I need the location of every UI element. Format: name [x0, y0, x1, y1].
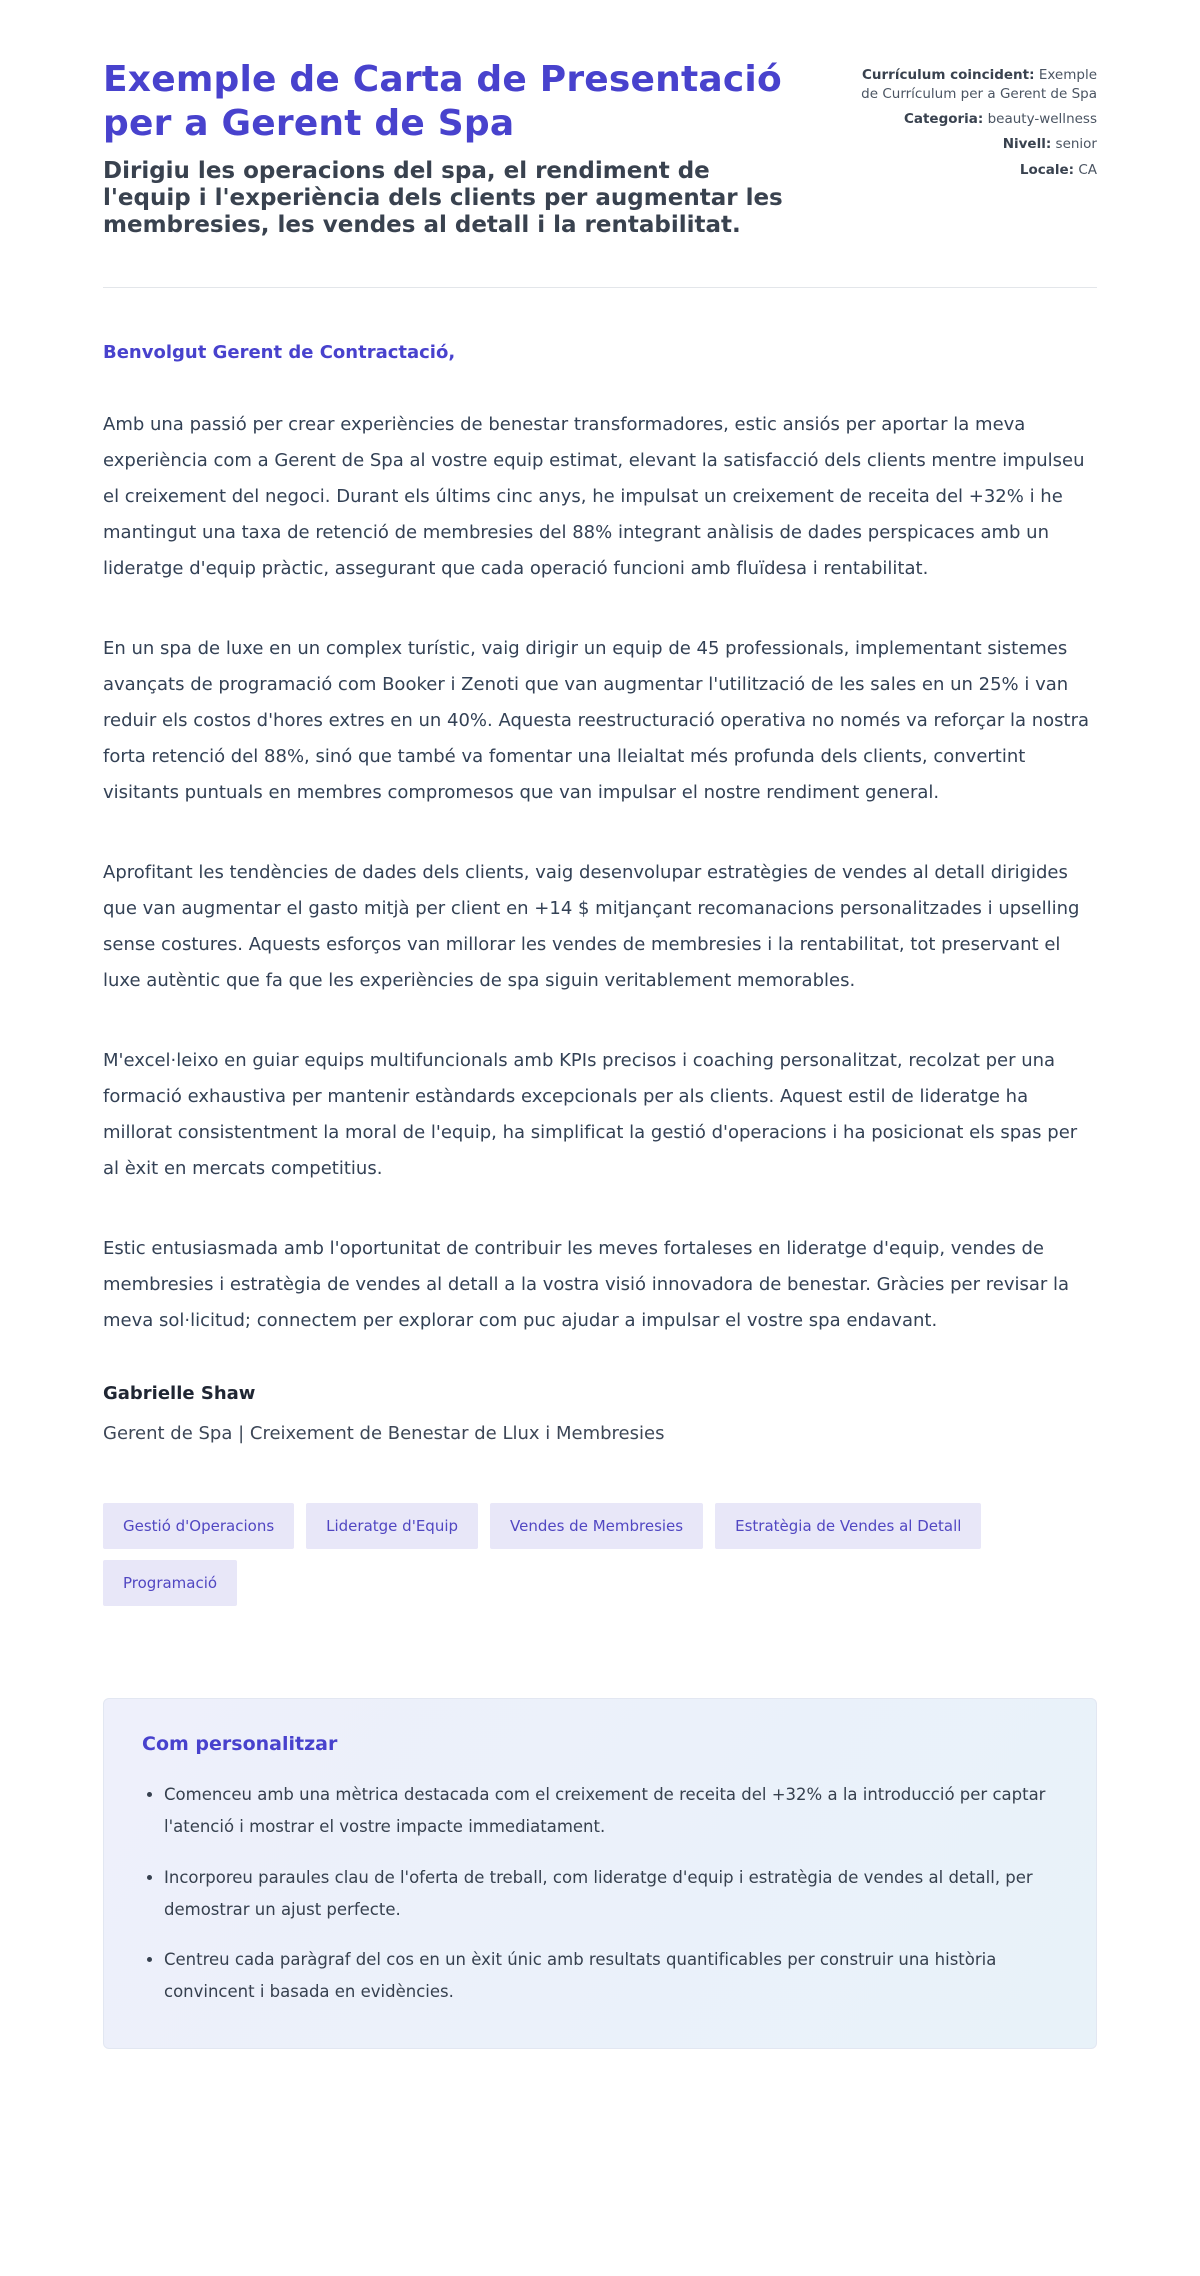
letter	[103, 342, 1097, 2049]
page	[103, 0, 1097, 2119]
meta-row	[859, 161, 1097, 180]
skill-tags	[103, 1503, 1097, 1606]
meta-label: Locale:	[1019, 161, 1075, 178]
signature-name: Gabrielle Shaw	[103, 1383, 256, 1405]
customize-tip: • Comenceu amb una mètrica destacada com el creixement de receita del +32% a la introducció per captar l'atenció i mostrar el vostre impacte immediatament.	[164, 1779, 1058, 1843]
meta-value: beauty-wellness	[987, 111, 1097, 128]
meta-value: senior	[1055, 136, 1097, 153]
page-title: Exemple de Carta de Presentació per a Gerent de Spa	[103, 59, 782, 144]
header-title-block	[103, 58, 805, 239]
meta-value: CA	[1078, 161, 1097, 178]
skill-tag[interactable]: Estratègia de Vendes al Detall	[715, 1503, 981, 1549]
letter-paragraph: Amb una passió per crear experiències de benestar transformadores, estic ansiós per aportar la meva experiència com a Gerent de Spa al vostre equip estimat, elevant la satisfacció dels clients mentre impulseu el creixement del negoci. Durant els últims cinc anys, he impulsat un creixement de receita del +32% i he mantingut una taxa de retenció de membresies del 88% integrant anàlisis de dades perspicaces amb un lideratge d'equip pràctic, assegurant que cada operació funcioni amb fluïdesa i rentabilitat.	[103, 414, 1085, 580]
header-meta	[859, 58, 1097, 186]
letter-greeting: Benvolgut Gerent de Contractació,	[103, 342, 456, 364]
customize-tip: • Centreu cada paràgraf del cos en un èxit únic amb resultats quantificables per construir una història convincent i basada en evidències.	[164, 1944, 1058, 2008]
skill-tag[interactable]: Programació	[103, 1560, 237, 1606]
letter-paragraph: Estic entusiasmada amb l'oportunitat de contribuir les meves fortaleses en lideratge d'equip, vendes de membresies i estratègia de vendes al detall a la vostra visió innovadora de benestar. Gràcies per revisar la meva sol·licitud; connectem per explorar com puc ajudar a impulsar el vostre spa endavant.	[103, 1238, 1070, 1332]
signature-role: Gerent de Spa | Creixement de Benestar de Llux i Membresies	[103, 1423, 665, 1445]
meta-label: Currículum coincident:	[862, 67, 1035, 83]
meta-label: Nivell:	[1002, 136, 1052, 153]
meta-row	[859, 135, 1097, 154]
skill-tag[interactable]: Vendes de Membresies	[490, 1503, 703, 1549]
letter-paragraph: Aprofitant les tendències de dades dels clients, vaig desenvolupar estratègies de vendes al detall dirigides que van augmentar el gasto mitjà per client en +14 $ mitjançant recomanacions personalitzades i upselling sense costures. Aquests esforços van millorar les vendes de membresies i la rentabilitat, tot preservant el luxe autèntic que fa que les experiències de spa siguin veritablement memorables.	[103, 862, 1080, 992]
letter-body	[103, 407, 1097, 1339]
letter-paragraph: M'excel·leixo en guiar equips multifuncionals amb KPIs precisos i coaching personalitzat, recolzat per una formació exhaustiva per mantenir estàndards excepcionals per als clients. Aquest estil de lideratge ha millorat consistentment la moral de l'equip, ha simplificat la gestió d'operacions i ha posicionat els spas per al èxit en mercats competitius.	[103, 1050, 1078, 1180]
meta-value: Exemple de Currículum per a Gerent de Spa	[861, 67, 1097, 103]
skill-tag[interactable]: Lideratge d'Equip	[306, 1503, 478, 1549]
page-subtitle: Dirigiu les operacions del spa, el rendiment de l'equip i l'experiència dels clients per augmentar les membresies, les vendes al detall i la rentabilitat.	[103, 157, 783, 239]
header	[103, 58, 1097, 239]
letter-paragraph: En un spa de luxe en un complex turístic, vaig dirigir un equip de 45 professionals, implementant sistemes avançats de programació com Booker i Zenoti que van augmentar l'utilització de les sales en un 25% i van reduir els costos d'hores extres en un 40%. Aquesta reestructuració operativa no només va reforçar la nostra forta retenció del 88%, sinó que també va fomentar una lleialtat més profunda dels clients, convertint visitants puntuals en membres compromesos que van impulsar el nostre rendiment general.	[103, 638, 1090, 804]
header-divider	[103, 287, 1097, 288]
customize-panel	[103, 1698, 1097, 2049]
customize-tip-list	[142, 1779, 1058, 2008]
meta-row	[859, 110, 1097, 129]
meta-label: Categoria:	[903, 111, 984, 128]
customize-tip: • Incorporeu paraules clau de l'oferta de treball, com lideratge d'equip i estratègia de vendes al detall, per demostrar un ajust perfecte.	[164, 1862, 1058, 1926]
meta-row	[859, 66, 1097, 104]
skill-tag[interactable]: Gestió d'Operacions	[103, 1503, 294, 1549]
customize-panel-title: Com personalitzar	[142, 1733, 338, 1756]
